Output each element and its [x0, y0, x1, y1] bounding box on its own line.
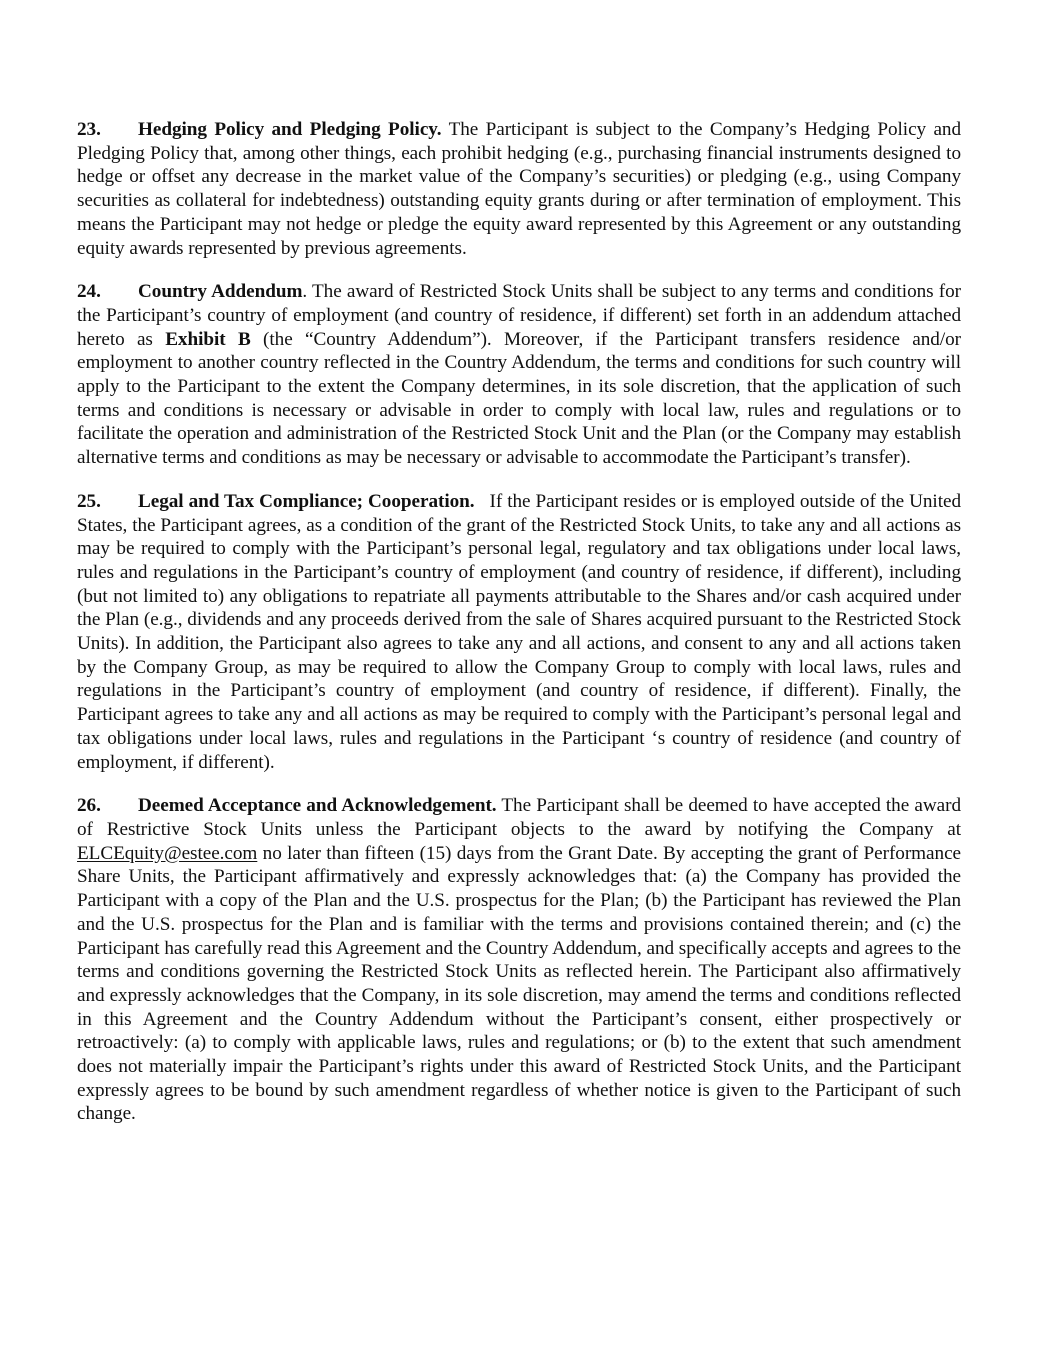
exhibit-reference: Exhibit B	[165, 328, 251, 350]
section-body-continued: no later than fifteen (15) days from the Grant Date. By accepting the grant of Performance Share Units, the Participant affirmatively and expressly acknowledges that: (a) the Company has provided the Participant with a copy of the Plan and the U.S. prospectus for the Plan; (b) the Participant has reviewed the Plan and the U.S. prospectus for the Plan and is familiar with the terms and provisions contained therein; and (c) the Participant has carefully read this Agreement and the Country Addendum, and specifically accepts and agrees to the terms and conditions governing the Restricted Stock Units as reflected herein. The Participant also affirmatively and expressly acknowledges that the Company, in its sole discretion, may amend the terms and conditions reflected in this Agreement and the Country Addendum without the Participant’s consent, either prospectively or retroactively: (a) to comply with applicable laws, rules and regulations; or (b) to the extent that such amendment does not materially impair the Participant’s rights under this award of Restricted Stock Units, and the Participant expressly agrees to be bound by such amendment regardless of whether notice is given to the Participant of such change.	[77, 842, 961, 1125]
section-body: The Participant is subject to the Company’s Hedging Policy and Pledging Policy that, among other things, each prohibit hedging (e.g., purchasing financial instruments designed to hedge or offset any decrease in the market value of the Company’s securities) or pledging (e.g., using Company securities as collateral for indebtedness) outstanding equity grants during or after termination of employment. This means the Participant may not hedge or pledge the equity award represented by this Agreement or any outstanding equity awards represented by previous agreements.	[77, 119, 962, 259]
section-title: Legal and Tax Compliance; Cooperation.	[138, 490, 475, 512]
section-number: 25.	[77, 490, 101, 512]
section-body: If the Participant resides or is employed outside of the United States, the Participant agrees, as a condition of the grant of the Restricted Stock Units, to take any and all actions as may be required to comply with the Participant’s personal legal, regulatory and tax obligations under local laws, rules and regulations in the Participant’s country of employment (and country of residence, if different), including (but not limited to) any obligations to repatriate all payments attributable to the Shares and/or cash acquired under the Plan (e.g., dividends and any proceeds derived from the sale of Shares acquired pursuant to the Restricted Stock Units). In addition, the Participant also agrees to take any and all actions, and consent to any and all actions taken by the Company Group, as may be required to allow the Company Group to comply with local laws, rules and regulations in the Participant’s country of employment (and country of residence, if different). Finally, the Participant agrees to take any and all actions as may be required to comply with the Participant’s personal legal and tax obligations under local laws, rules and regulations in the Participant ‘s country of residence (and country of employment, if different).	[77, 490, 966, 773]
section-number: 23.	[77, 119, 101, 140]
section-body: The Participant shall be deemed to have accepted the award of Restrictive Stock Units unless the Participant objects to the award by notifying the Company at	[77, 795, 961, 840]
section-title: Deemed Acceptance and Acknowledgement.	[138, 795, 497, 817]
section-23-hedging-policy	[77, 118, 961, 260]
document-page	[77, 118, 966, 1146]
email-link[interactable]: ELCEquity@estee.com	[77, 842, 258, 864]
section-body: . The award of Restricted Stock Units shall be subject to any terms and conditions for the Participant’s country of employment (and country of residence, if different) set forth in an addendum attached hereto as	[77, 281, 962, 350]
section-number: 24.	[77, 281, 101, 303]
section-24-country-addendum	[77, 280, 961, 470]
section-title: Country Addendum	[138, 281, 303, 303]
section-body-continued: (the “Country Addendum”). Moreover, if the Participant transfers residence and/or employment to another country reflected in the Country Addendum, the terms and conditions for such country will apply to the Participant to the extent the Company determines, in its sole discretion, that the application of such terms and conditions is necessary or advisable in order to comply with local law, rules and regulations or to facilitate the operation and administration of the Restricted Stock Unit and the Plan (or the Company may establish alternative terms and conditions as may be necessary or advisable to accommodate the Participant’s transfer).	[77, 328, 961, 469]
section-26-deemed-acceptance	[77, 794, 961, 1126]
section-title: Hedging Policy and Pledging Policy.	[138, 119, 442, 140]
section-25-legal-tax-compliance	[77, 490, 966, 774]
section-number: 26.	[77, 795, 101, 817]
